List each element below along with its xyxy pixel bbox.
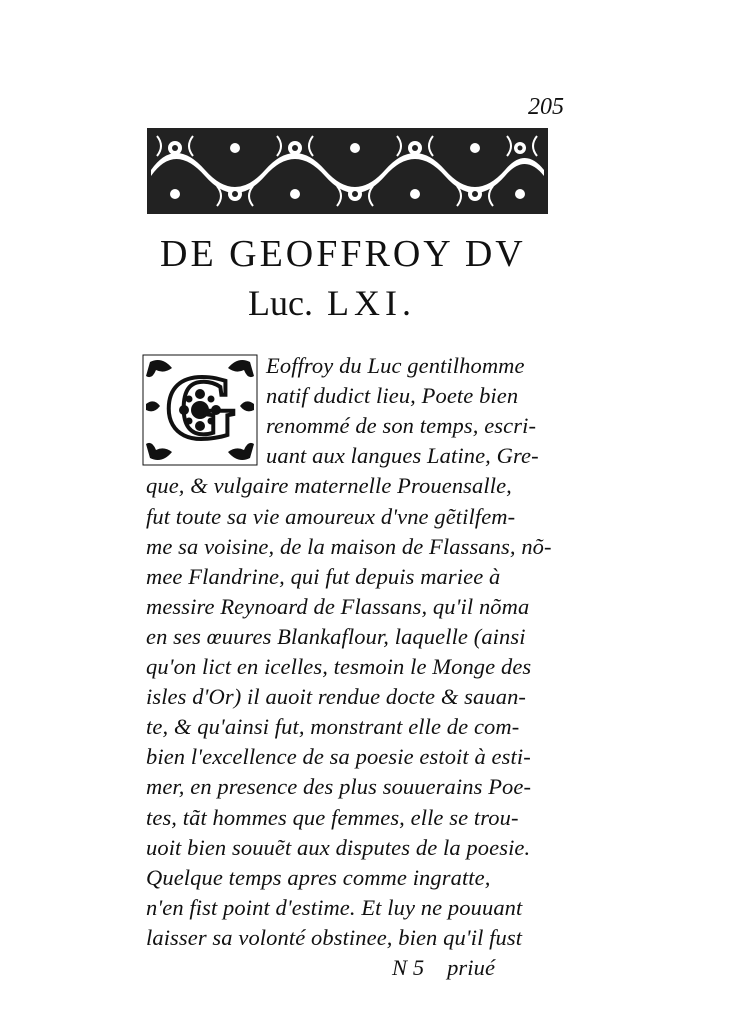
page-number: 205 [528, 94, 564, 120]
text-line: fut toute sa vie amoureux d'vne gẽtilfem- [146, 503, 516, 529]
text-line: Quelque temps apres comme ingratte, [146, 864, 491, 890]
signature-catchword-line: N 5 priué [392, 955, 496, 980]
text-line: qu'on lict en icelles, tesmoin le Monge des [146, 654, 532, 679]
title-word: Luc. [248, 283, 313, 323]
dropcap-letter: G [164, 356, 236, 458]
text-line: tes, tãt hommes que femmes, elle se trou- [146, 804, 519, 830]
text-line: laisser sa volonté obstinee, bien qu'il fust [146, 924, 523, 950]
text-line: n'en fist point d'estime. Et luy ne pouuant [146, 894, 523, 920]
text-line: en ses œuures Blankaflour, laquelle (ainsi [146, 623, 526, 649]
text-line: me sa voisine, de la maison de Flassans, nõ- [146, 533, 552, 559]
text-line: te, & qu'ainsi fut, monstrant elle de com- [146, 714, 520, 740]
text-line: messire Reynoard de Flassans, qu'il nõma [146, 593, 530, 619]
text-line: renommé de son temps, escri- [266, 413, 537, 439]
text-line: uant aux langues Latine, Gre- [266, 443, 539, 469]
fleuron-band-icon [145, 126, 550, 216]
chapter-subtitle [248, 282, 416, 324]
chapter-number: LXI. [326, 283, 416, 323]
text-line: bien l'excellence de sa poesie estoit à esti- [146, 744, 531, 770]
chapter-title: DE GEOFFROY DV [160, 233, 526, 275]
text-line: Eoffroy du Luc gentilhomme [266, 353, 525, 378]
text-line: mer, en presence des plus souuerains Poe- [146, 774, 532, 800]
text-line: mee Flandrine, qui fut depuis mariee à [146, 563, 501, 589]
text-line: isles d'Or) il auoit rendue docte & sauan- [146, 684, 527, 710]
text-line: que, & vulgaire maternelle Prouensalle, [146, 473, 512, 499]
floral-dropcap-icon [142, 354, 258, 466]
text-line: uoit bien souuẽt aux disputes de la poesie. [146, 834, 531, 860]
text-line: natif dudict lieu, Poete bien [266, 383, 519, 409]
